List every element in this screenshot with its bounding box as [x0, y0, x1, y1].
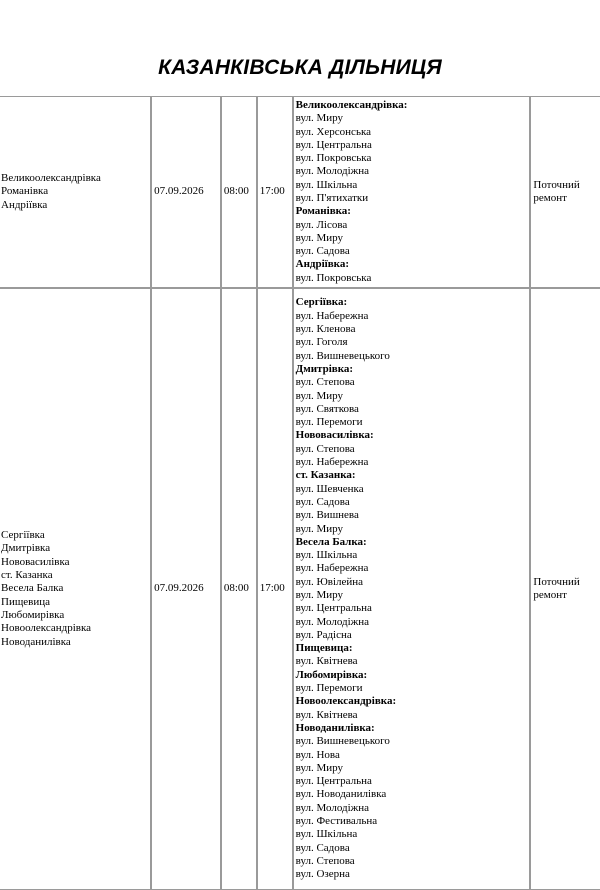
- street-name: вул. Вишневецького: [295, 735, 390, 748]
- street-name: вул. Миру: [295, 231, 343, 244]
- street-name: вул. Молодіжна: [295, 801, 370, 814]
- village-name: Нововасилівка: [1, 555, 70, 568]
- village-name: ст. Казанка: [1, 569, 53, 582]
- street-name: вул. Кленова: [295, 323, 356, 336]
- street-name: вул. Степова: [295, 442, 355, 455]
- work-type-cell: [530, 96, 600, 288]
- street-name: вул. Молодіжна: [295, 165, 370, 178]
- street-name: вул. П'ятихатки: [295, 192, 369, 204]
- schedule-body: [0, 96, 600, 890]
- village-name: Дмитрівка: [1, 542, 51, 555]
- page-title: КАЗАНКІВСЬКА ДІЛЬНИЦЯ: [158, 56, 442, 79]
- locality-heading: Пищевица:: [295, 642, 353, 655]
- end-time-cell: 17:00: [257, 288, 293, 890]
- streets-cell: [293, 96, 531, 288]
- street-name: вул. Набережна: [295, 562, 369, 575]
- locality-heading: Новоолександрівка:: [295, 695, 397, 708]
- street-name: вул. Покровська: [295, 152, 372, 165]
- locality-heading: Романівка:: [295, 205, 351, 218]
- street-name: вул. Миру: [295, 522, 343, 535]
- start-time-cell: 08:00: [221, 288, 257, 890]
- street-name: вул. Молодіжна: [295, 615, 370, 628]
- table-row: [0, 96, 600, 288]
- village-name: Сергіївка: [1, 529, 45, 542]
- street-name: вул. Вишневецького: [295, 349, 390, 362]
- villages-cell: [0, 96, 151, 288]
- street-name: вул. Квітнева: [295, 655, 358, 668]
- street-name: вул. Миру: [295, 761, 343, 774]
- village-name: Великоолександрівка: [1, 172, 101, 185]
- street-name: вул. Миру: [295, 112, 343, 125]
- village-name: Любомирівка: [1, 608, 65, 621]
- street-name: вул. Садова: [295, 495, 350, 508]
- date-cell: 07.09.2026: [151, 96, 221, 288]
- work-type-text: Поточний: [533, 178, 580, 191]
- street-name: вул. Центральна: [295, 602, 372, 615]
- street-name: вул. Вишнева: [295, 509, 359, 522]
- street-name: вул. Озерна: [295, 868, 350, 881]
- street-name: вул. Шкільна: [295, 828, 358, 841]
- work-type-text: ремонт: [533, 192, 567, 204]
- street-name: вул. Садова: [295, 841, 350, 854]
- locality-heading: ст. Казанка:: [295, 469, 356, 482]
- table-row: [0, 288, 600, 890]
- street-name: вул. Набережна: [295, 309, 369, 322]
- date-cell: 07.09.2026: [151, 288, 221, 890]
- locality-heading: Дмитрівка:: [295, 362, 354, 375]
- village-name: Весела Балка: [1, 582, 64, 595]
- locality-heading: Нововасилівка:: [295, 429, 374, 442]
- locality-heading: Великоолександрівка:: [295, 98, 408, 111]
- villages-cell: [0, 288, 151, 890]
- village-name: Андріївка: [1, 198, 48, 211]
- end-time-cell: 17:00: [257, 96, 293, 288]
- street-name: вул. Ювілейна: [295, 575, 364, 588]
- street-name: вул. Гоголя: [295, 336, 348, 349]
- locality-heading: Андріївка:: [295, 258, 349, 271]
- street-name: вул. Квітнева: [295, 708, 358, 721]
- street-name: вул. Святкова: [295, 402, 359, 415]
- village-name: Новоолександрівка: [1, 622, 92, 635]
- village-name: Пищевица: [1, 595, 51, 608]
- street-name: вул. Фестивальна: [295, 815, 378, 828]
- street-name: вул. Перемоги: [295, 682, 363, 695]
- street-name: вул. Центральна: [295, 775, 372, 788]
- street-name: вул. Центральна: [295, 138, 372, 151]
- street-name: вул. Шевченка: [295, 482, 364, 495]
- locality-heading: Новоданилівка:: [295, 721, 375, 734]
- street-name: вул. Перемоги: [295, 416, 363, 429]
- locality-heading: Любомирівка:: [295, 668, 368, 681]
- village-name: Романівка: [1, 185, 49, 198]
- street-name: вул. Херсонська: [295, 125, 372, 138]
- locality-heading: Весела Балка:: [295, 535, 367, 548]
- street-name: вул. Степова: [295, 376, 355, 389]
- street-name: вул. Лісова: [295, 218, 348, 231]
- streets-cell: [293, 288, 531, 890]
- street-name: вул. Нова: [295, 748, 340, 761]
- street-name: вул. Миру: [295, 589, 343, 601]
- street-name: вул. Степова: [295, 854, 355, 867]
- street-name: вул. Садова: [295, 245, 350, 258]
- street-name: вул. Покровська: [295, 271, 372, 284]
- work-type-text: Поточний: [533, 575, 580, 588]
- street-name: вул. Шкільна: [295, 549, 358, 562]
- work-type-text: ремонт: [533, 589, 567, 601]
- street-name: вул. Шкільна: [295, 178, 358, 191]
- street-name: вул. Радісна: [295, 628, 352, 641]
- village-name: Новоданилівка: [1, 635, 71, 648]
- work-type-cell: [530, 288, 600, 890]
- street-name: вул. Миру: [295, 389, 343, 402]
- start-time-cell: 08:00: [221, 96, 257, 288]
- outage-schedule-table: [0, 96, 600, 890]
- street-name: вул. Новоданилівка: [295, 788, 387, 801]
- street-name: вул. Набережна: [295, 456, 369, 469]
- locality-heading: Сергіївка:: [295, 296, 348, 309]
